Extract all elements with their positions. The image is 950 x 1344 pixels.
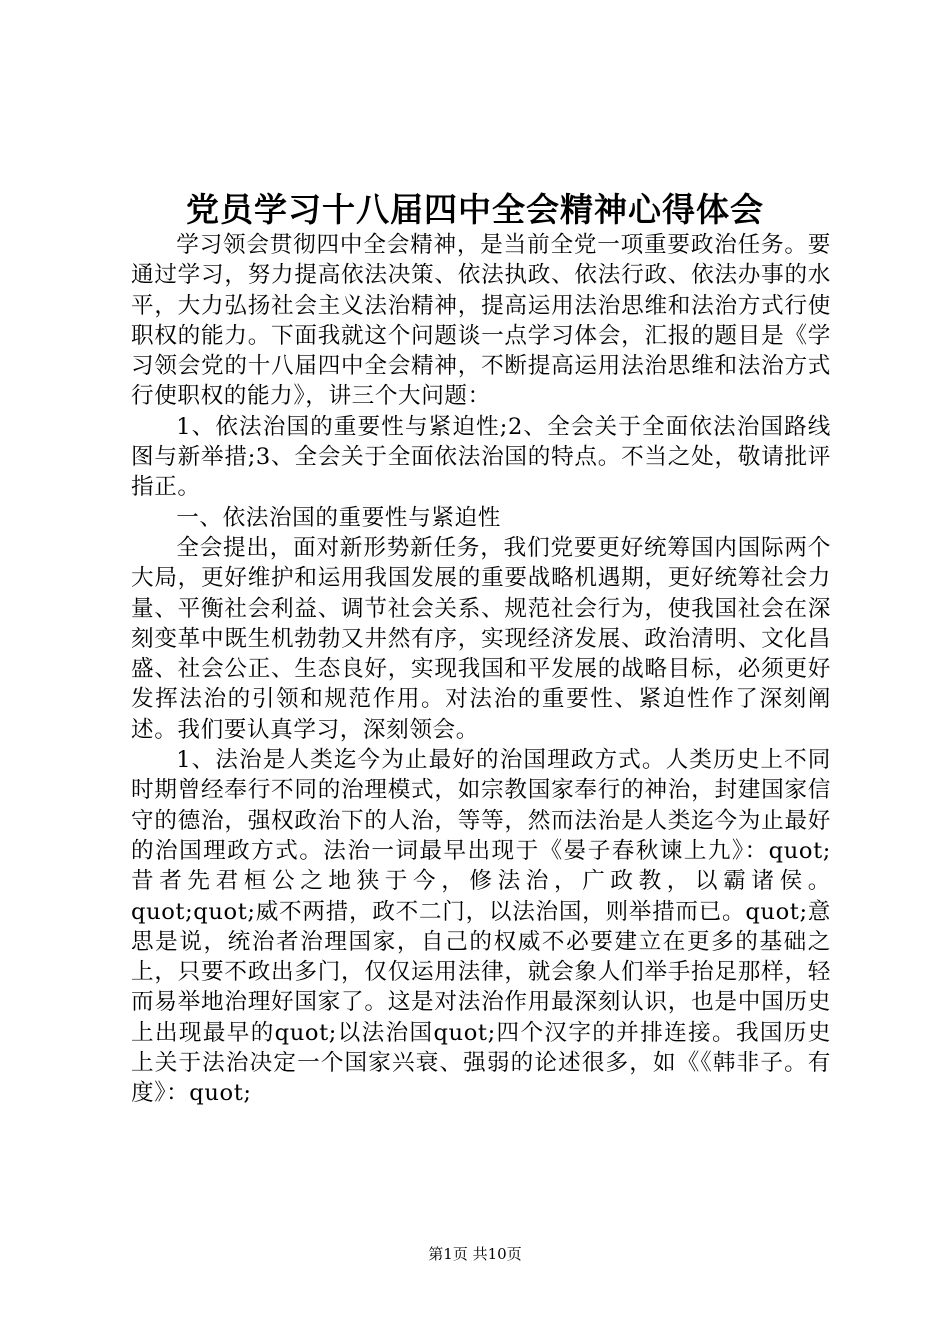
document-title: 党员学习十八届四中全会精神心得体会: [186, 190, 764, 229]
paragraph-plenary: 全会提出，面对新形势新任务，我们党要更好统筹国内国际两个大局，更好维护和运用我国发展的重要战略机遇期，更好统筹社会力量、平衡社会利益、调节社会关系、规范社会行为，使我国社会在深刻变革中既生机勃勃又井然有序，实现经济发展、政治清明、文化昌盛、社会公正、生态良好，实现我国和平发展的战略目标，必须更好发挥法治的引领和规范作用。对法治的重要性、紧迫性作了深刻阐述。我们要认真学习，深刻领会。: [131, 534, 831, 743]
paragraph-rule-of-law: 1、法治是人类迄今为止最好的治国理政方式。人类历史上不同时期曾经奉行不同的治理模式，如宗教国家奉行的神治，封建国家信守的德治，强权政治下的人治，等等，然而法治是人类迄今为止最好的治国理政方式。法治一词最早出现于《晏子春秋谏上九》：quot;昔者先君桓公之地狭于今，修法治，广政教，以霸诸侯。quot;quot;威不两措，政不二门，以法治国，则举措而已。quot;意思是说，统治者治理国家，自己的权威不必要建立在更多的基础之上，只要不政出多门，仅仅运用法律，就会象人们举手抬足那样，轻而易举地治理好国家了。这是对法治作用最深刻认识，也是中国历史上出现最早的quot;以法治国quot;四个汉字的并排连接。我国历史上关于法治决定一个国家兴衰、强弱的论述很多，如《《韩非子。有度》：quot;: [131, 747, 831, 1107]
page-footer: [0, 1244, 950, 1264]
page-number: 第1页 共10页: [428, 1245, 522, 1263]
section-heading: 一、依法治国的重要性与紧迫性: [176, 504, 501, 531]
paragraph-outline: 1、依法治国的重要性与紧迫性;2、全会关于全面依法治国路线图与新举措;3、全会关于全面依法治国的特点。不当之处，敬请批评指正。: [131, 413, 831, 501]
document-body: [131, 230, 831, 1109]
paragraph-intro: 学习领会贯彻四中全会精神，是当前全党一项重要政治任务。要通过学习，努力提高依法决策、依法执政、依法行政、依法办事的水平，大力弘扬社会主义法治精神，提高运用法治思维和法治方式行使职权的能力。下面我就这个问题谈一点学习体会，汇报的题目是《学习领会党的十八届四中全会精神，不断提高运用法治思维和法治方式行使职权的能力》，讲三个大问题：: [131, 232, 831, 410]
